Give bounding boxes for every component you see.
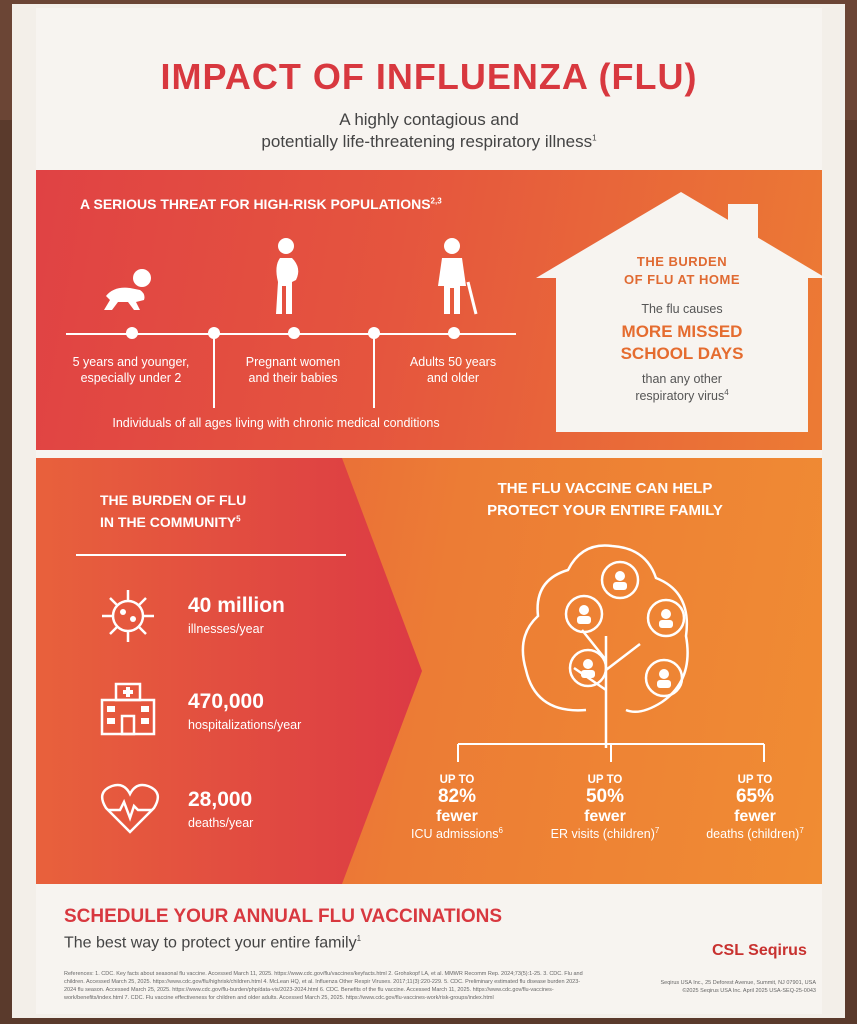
group-label-pregnant-l1: Pregnant women: [245, 355, 341, 369]
home-text3: [556, 388, 808, 403]
reduction-er-percent: 50%: [585, 786, 625, 807]
reduction-er-fewer: fewer: [584, 808, 626, 825]
reduction-icu-fewer: fewer: [436, 808, 478, 825]
stat-label-illnesses: illnesses/year: [188, 622, 264, 636]
reduction-er-upto: UP TO: [587, 774, 623, 786]
timeline-tick-1: [213, 338, 215, 408]
reduction-er-ref: 7: [654, 826, 660, 835]
chronic-conditions-text: Individuals of all ages living with chronic medical conditions: [112, 416, 440, 430]
reduction-er-desc-text: ER visits (children): [550, 827, 655, 842]
community-heading-line1: THE BURDEN OF FLU: [100, 492, 247, 508]
high-risk-section: [36, 170, 822, 450]
legal-copyright: ©2025 Seqirus USA Inc. April 2025 USA-SEQ-25-0043: [682, 988, 816, 994]
vaccine-heading-line1: THE FLU VACCINE CAN HELP: [497, 480, 713, 497]
cta-heading: SCHEDULE YOUR ANNUAL FLU VACCINATIONS: [64, 906, 503, 927]
home-text3-ref: 4: [724, 388, 729, 397]
timeline-dot-3: [288, 327, 300, 339]
reduction-icu-upto: UP TO: [439, 774, 475, 786]
reduction-icu-percent: 82%: [437, 786, 477, 807]
community-heading-ref: 5: [236, 514, 241, 524]
cta-subtext-ref: 1: [356, 934, 362, 943]
stat-label-hospitalizations: hospitalizations/year: [188, 718, 302, 732]
high-risk-heading-ref: 2,3: [430, 196, 442, 206]
subtitle-line2: [36, 132, 822, 152]
cta-subtext: [64, 934, 361, 952]
community-vaccine-section: [36, 458, 822, 884]
group-label-pregnant: [218, 354, 368, 386]
baby-icon: [96, 266, 166, 314]
community-underline: [76, 554, 346, 556]
brand-logo: CSL Seqirus: [712, 942, 807, 959]
reduction-icu-desc: [392, 826, 522, 841]
stat-value-deaths: 28,000: [188, 788, 253, 811]
reduction-icu-ref: 6: [498, 826, 503, 835]
hospital-icon: [98, 680, 158, 738]
home-heading-line2: OF FLU AT HOME: [623, 272, 741, 287]
reduction-er: [530, 774, 680, 841]
reduction-deaths-fewer: fewer: [734, 808, 776, 825]
references-text: References: 1. CDC. Key facts about seasonal flu vaccine. Accessed March 11, 2025. https://www.cdc.gov/flu/vaccines/keyfacts.html 2. Grohskopf LA, et al. MMWR Recomm Rep. 2024;73(5):1-25. 3. CDC. Flu and children. Accessed March 25, 2025. https://www.cdc.gov/flu/highrisk/children.html 4. McLean HQ, et al. Influenza Other Respir Viruses. 2017;11(3):220-229. 5. CDC. Preliminary estimated flu disease burden 2023-2024 flu season. Accessed March 25, 2025. https://www.cdc.gov/flu-burden/php/data-vis/2023-2024.html 6. CDC. Benefits of the flu vaccine. Accessed March 11, 2025. https://www.cdc.gov/flu-vaccines-work/benefits/index.html 7. CDC. Flu vaccine effectiveness for children and older adults. Accessed March 25, 2025. https://www.cdc.gov/flu-vaccines-work/risk-groups/index.html: [64, 971, 583, 1001]
reduction-deaths-upto: UP TO: [737, 774, 773, 786]
reduction-deaths-desc-text: deaths (children): [706, 827, 800, 842]
home-text2: than any other: [642, 372, 722, 386]
stat-value-hospitalizations: 470,000: [188, 690, 264, 713]
family-tree-icon: [516, 540, 696, 750]
group-label-children: [56, 354, 206, 386]
home-heading-line1: THE BURDEN: [636, 254, 728, 269]
vaccine-heading-line2: PROTECT YOUR ENTIRE FAMILY: [487, 502, 723, 519]
page-title: IMPACT OF INFLUENZA (FLU): [160, 56, 698, 97]
home-text3-text: respiratory virus: [635, 389, 725, 404]
reduction-deaths: [688, 774, 822, 841]
timeline-tick-2: [373, 338, 375, 408]
subtitle-ref: 1: [592, 133, 597, 143]
high-risk-heading-text: A SERIOUS THREAT FOR HIGH-RISK POPULATIONS: [80, 196, 431, 212]
stat-value-illnesses: 40 million: [188, 594, 285, 617]
group-label-older-l1: Adults 50 years: [409, 355, 497, 369]
timeline-dot-5: [448, 327, 460, 339]
reduction-icu: [392, 774, 522, 841]
header: [36, 8, 822, 170]
group-label-older: [378, 354, 528, 386]
older-adult-icon: [428, 236, 484, 316]
reduction-er-desc: [530, 826, 680, 841]
group-label-pregnant-l2: and their babies: [248, 371, 338, 385]
reduction-bracket: [456, 736, 766, 764]
group-label-older-l2: and older: [426, 371, 480, 385]
cta-subtext-text: The best way to protect your entire family: [64, 934, 357, 952]
virus-icon: [98, 586, 158, 646]
community-heading-line2: [100, 514, 241, 530]
pregnant-woman-icon: [268, 236, 308, 316]
home-bold-line1: MORE MISSED: [621, 322, 743, 341]
reduction-icu-desc-text: ICU admissions: [411, 827, 499, 842]
home-bold-line2: SCHOOL DAYS: [620, 344, 744, 363]
subtitle-line2-text: potentially life-threatening respiratory illness: [261, 132, 593, 151]
poster-board: [12, 4, 845, 1018]
footer: [36, 884, 822, 1014]
group-label-children-l1: 5 years and younger,: [72, 355, 190, 369]
poster-panel: [36, 8, 822, 1014]
reduction-deaths-desc: [688, 826, 822, 841]
reduction-deaths-percent: 65%: [735, 786, 775, 807]
high-risk-heading: [80, 196, 442, 212]
subtitle-line1: A highly contagious and: [339, 110, 519, 129]
home-text1: The flu causes: [641, 302, 723, 316]
community-heading-line2-text: IN THE COMMUNITY: [100, 514, 237, 530]
stat-label-deaths: deaths/year: [188, 816, 254, 830]
section-divider: [36, 450, 822, 458]
heart-pulse-icon: [98, 780, 162, 836]
timeline-dot-1: [126, 327, 138, 339]
group-label-children-l2: especially under 2: [80, 371, 182, 385]
reduction-deaths-ref: 7: [799, 826, 804, 835]
legal-address: Seqirus USA Inc., 25 Deforest Avenue, Summit, NJ 07901, USA: [660, 980, 816, 986]
